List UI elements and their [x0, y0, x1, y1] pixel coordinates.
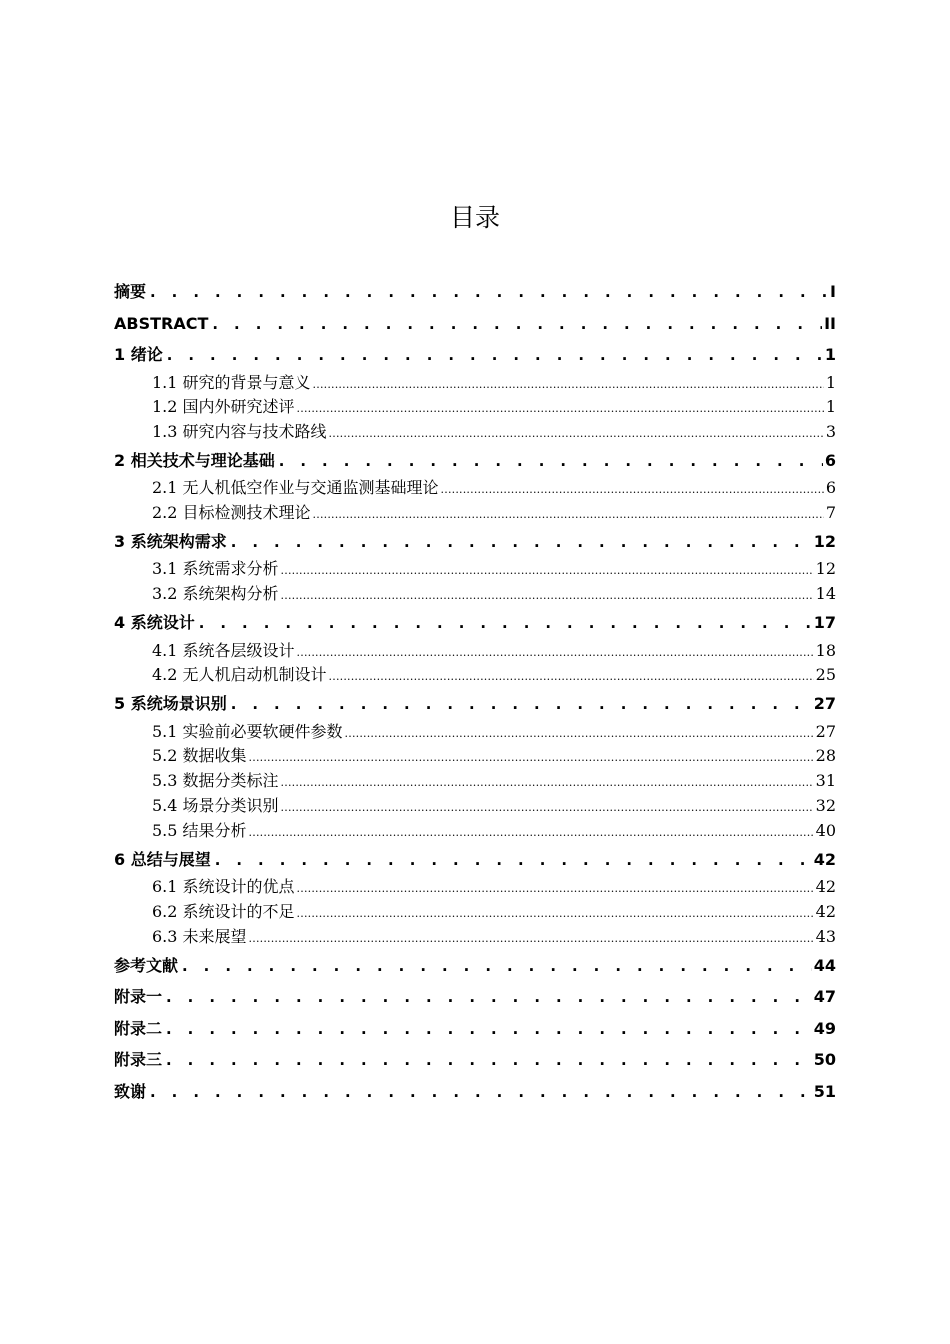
dot-leader	[281, 794, 814, 821]
dot-leader	[329, 663, 814, 690]
dot-leader	[164, 1013, 812, 1045]
toc-page-number: 42	[815, 901, 836, 921]
dot-leader	[297, 639, 814, 666]
toc-label: 5.3 数据分类标注	[152, 771, 279, 791]
table-of-contents	[114, 276, 836, 1107]
dot-leader	[281, 769, 814, 796]
toc-entry-4-2[interactable]	[114, 663, 836, 688]
toc-label: 3.2 系统架构分析	[152, 584, 279, 604]
toc-label: 参考文献	[114, 955, 179, 975]
toc-entry-5-2[interactable]	[114, 744, 836, 769]
toc-entry-3-2[interactable]	[114, 582, 836, 607]
dot-leader	[329, 420, 824, 447]
dot-leader	[213, 844, 812, 876]
toc-page-number: 43	[815, 926, 836, 946]
toc-label: 6 总结与展望	[114, 849, 211, 869]
dot-leader	[313, 371, 824, 398]
toc-entry-6-2[interactable]	[114, 900, 836, 925]
toc-entry-chapter-2[interactable]	[114, 445, 836, 477]
toc-entry-6-1[interactable]	[114, 875, 836, 900]
toc-label: 4 系统设计	[114, 613, 195, 633]
toc-page-number: 44	[813, 955, 836, 975]
toc-label: 4.2 无人机启动机制设计	[152, 665, 327, 685]
toc-page-number: 12	[815, 559, 836, 579]
toc-page-number: 32	[815, 796, 836, 816]
toc-page-number: 50	[813, 1050, 836, 1070]
toc-label: 附录一	[114, 987, 163, 1007]
toc-label: 1.1 研究的背景与意义	[152, 372, 311, 392]
dot-leader	[313, 501, 824, 528]
toc-label: 6.1 系统设计的优点	[152, 877, 295, 897]
toc-label: 5.1 实验前必要软硬件参数	[152, 721, 343, 741]
toc-label: ABSTRACT	[114, 313, 209, 333]
dot-leader	[197, 607, 812, 639]
dot-leader	[281, 557, 814, 584]
dot-leader	[277, 445, 823, 477]
dot-leader	[249, 819, 814, 846]
toc-page-number: 3	[825, 422, 836, 442]
toc-page-number: 40	[815, 820, 836, 840]
dot-leader	[249, 744, 814, 771]
toc-page-number: 18	[815, 640, 836, 660]
toc-page-number: 27	[813, 694, 836, 714]
toc-label: 1.3 研究内容与技术路线	[152, 422, 327, 442]
toc-label: 5.2 数据收集	[152, 746, 247, 766]
toc-page-number: 42	[813, 849, 836, 869]
dot-leader	[297, 395, 824, 422]
toc-page-number: 49	[813, 1018, 836, 1038]
toc-page-number: 27	[815, 721, 836, 741]
toc-page-number: 6	[825, 478, 836, 498]
toc-page-number: I	[830, 282, 836, 301]
toc-page-number: 17	[813, 613, 836, 633]
toc-entry-appendix-2[interactable]	[114, 1013, 836, 1045]
toc-entry-references[interactable]	[114, 950, 836, 982]
dot-leader	[210, 308, 822, 340]
toc-label: 3.1 系统需求分析	[152, 559, 279, 579]
toc-label: 5 系统场景识别	[114, 694, 227, 714]
toc-entry-1-2[interactable]	[114, 395, 836, 420]
dot-leader	[229, 526, 812, 558]
toc-entry-5-5[interactable]	[114, 819, 836, 844]
toc-page-number: 7	[825, 503, 836, 523]
toc-page-number: 31	[815, 771, 836, 791]
toc-label: 5.5 结果分析	[152, 820, 247, 840]
toc-entry-chapter-3[interactable]	[114, 526, 836, 558]
toc-page-number: 1	[824, 345, 836, 364]
toc-label: 1 绪论	[114, 345, 163, 364]
toc-page-number: 1	[825, 372, 836, 392]
toc-page-number: 42	[815, 877, 836, 897]
dot-leader	[229, 688, 812, 720]
dot-leader	[148, 1076, 812, 1108]
dot-leader	[165, 339, 823, 371]
toc-page-number: 25	[815, 665, 836, 685]
toc-page-number: 51	[813, 1081, 836, 1101]
toc-entry-5-4[interactable]	[114, 794, 836, 819]
toc-page-number: 12	[813, 531, 836, 551]
dot-leader	[180, 950, 812, 982]
dot-leader	[297, 900, 814, 927]
toc-entry-5-1[interactable]	[114, 720, 836, 745]
toc-label: 2.1 无人机低空作业与交通监测基础理论	[152, 478, 439, 498]
toc-label: 6.2 系统设计的不足	[152, 901, 295, 921]
toc-entry-appendix-3[interactable]	[114, 1044, 836, 1076]
dot-leader	[249, 925, 814, 952]
toc-entry-chapter-5[interactable]	[114, 688, 836, 720]
dot-leader	[164, 1044, 812, 1076]
toc-entry-6-3[interactable]	[114, 925, 836, 950]
toc-entry-chapter-1[interactable]	[114, 339, 836, 371]
toc-entry-acknowledgements[interactable]	[114, 1076, 836, 1108]
toc-entry-abstract-zh[interactable]	[114, 276, 836, 308]
toc-entry-5-3[interactable]	[114, 769, 836, 794]
dot-leader	[148, 276, 828, 308]
toc-label: 6.3 未来展望	[152, 926, 247, 946]
toc-label: 3 系统架构需求	[114, 531, 227, 551]
toc-page-number: 6	[824, 450, 836, 470]
toc-page-number: II	[824, 313, 836, 333]
toc-entry-1-1[interactable]	[114, 371, 836, 396]
dot-leader	[441, 476, 824, 503]
toc-page-number: 1	[825, 397, 836, 417]
toc-page-number: 28	[815, 746, 836, 766]
dot-leader	[281, 582, 814, 609]
toc-label: 2 相关技术与理论基础	[114, 450, 275, 470]
toc-label: 2.2 目标检测技术理论	[152, 503, 311, 523]
toc-entry-3-1[interactable]	[114, 557, 836, 582]
toc-label: 致谢	[114, 1081, 147, 1101]
toc-label: 1.2 国内外研究述评	[152, 397, 295, 417]
toc-entry-chapter-4[interactable]	[114, 607, 836, 639]
dot-leader	[297, 875, 814, 902]
toc-entry-appendix-1[interactable]	[114, 981, 836, 1013]
toc-entry-chapter-6[interactable]	[114, 844, 836, 876]
toc-entry-2-2[interactable]	[114, 501, 836, 526]
toc-page-number: 47	[813, 987, 836, 1007]
toc-label: 附录三	[114, 1050, 163, 1070]
toc-entry-2-1[interactable]	[114, 476, 836, 501]
dot-leader	[345, 720, 814, 747]
toc-label: 5.4 场景分类识别	[152, 796, 279, 816]
toc-page-number: 14	[815, 584, 836, 604]
toc-entry-abstract-en[interactable]	[114, 308, 836, 340]
toc-label: 附录二	[114, 1018, 163, 1038]
dot-leader	[164, 981, 812, 1013]
toc-entry-1-3[interactable]	[114, 420, 836, 445]
page-title: 目录	[449, 203, 500, 232]
toc-entry-4-1[interactable]	[114, 639, 836, 664]
toc-label: 4.1 系统各层级设计	[152, 640, 295, 660]
toc-label: 摘要	[114, 282, 147, 301]
